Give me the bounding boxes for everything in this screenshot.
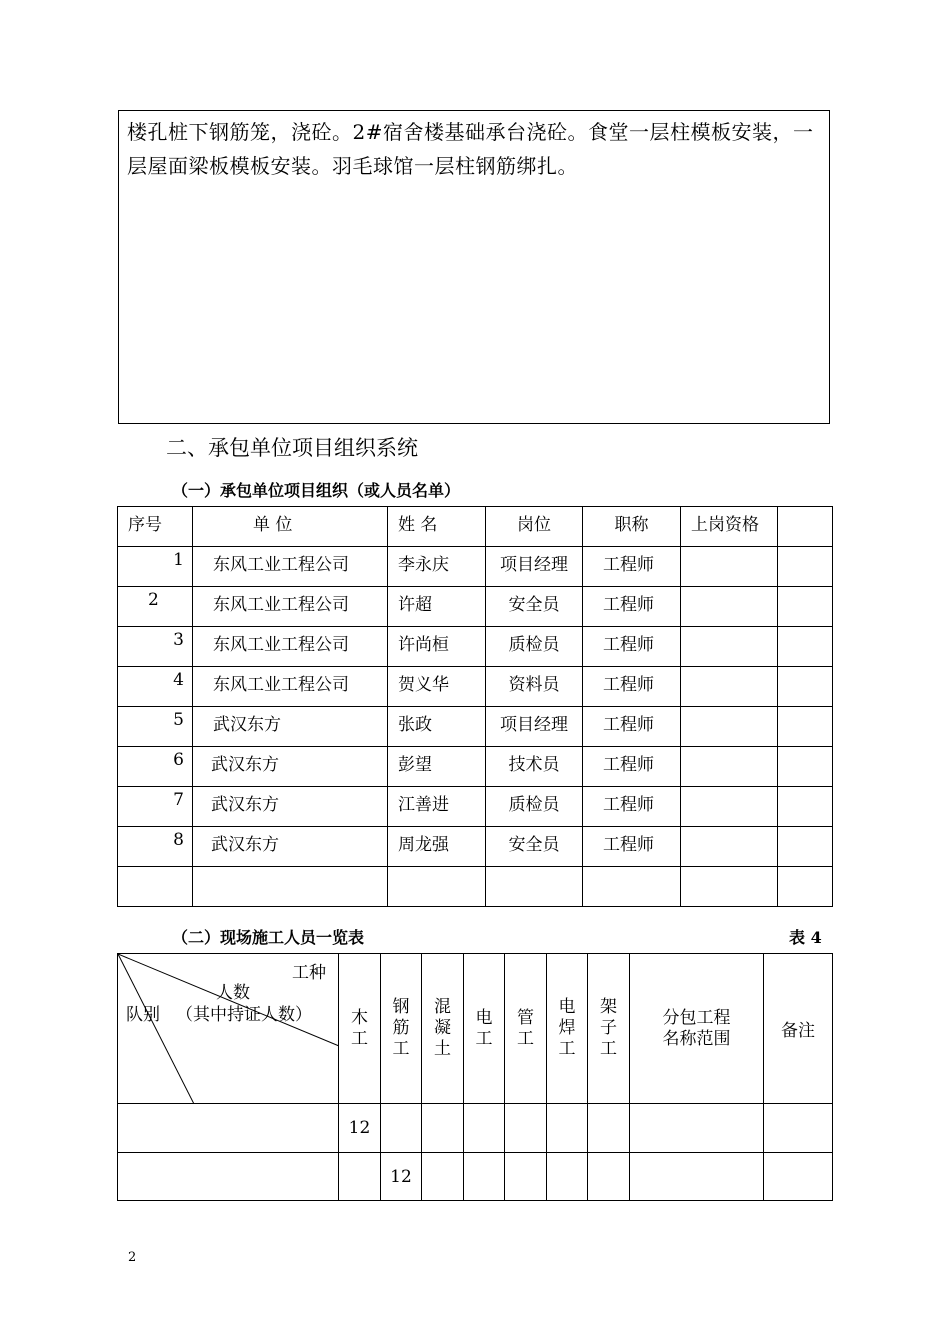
table1-cell: 工程师: [583, 547, 681, 587]
table1-cell: 东风工业工程公司: [193, 547, 388, 587]
table1-row: [118, 747, 833, 787]
diag-left-label: 队别: [126, 1005, 160, 1025]
table1-cell: [681, 667, 778, 707]
table1-cell: [681, 787, 778, 827]
table1-cell: [778, 747, 833, 787]
table1-cell: [681, 547, 778, 587]
table1-cell: [486, 867, 583, 907]
page-number: 2: [128, 1250, 137, 1265]
table1-cell: 武汉东方: [193, 827, 388, 867]
table1-cell: [681, 707, 778, 747]
table1-row: [118, 587, 833, 627]
col-header: 管工: [505, 954, 547, 1104]
worker-count-cell: [505, 1153, 547, 1201]
table1-cell: 5: [118, 707, 193, 747]
table2-row: [118, 1104, 833, 1153]
table1-cell: 安全员: [486, 587, 583, 627]
table1-row: [118, 787, 833, 827]
table1-cell: 工程师: [583, 707, 681, 747]
table1-cell: 1: [118, 547, 193, 587]
diag-top-label: 工种: [292, 963, 326, 983]
personnel-table: [117, 506, 833, 907]
table1-cell: 技术员: [486, 747, 583, 787]
table1-cell: 工程师: [583, 787, 681, 827]
table1-row: [118, 867, 833, 907]
section-title: 二、承包单位项目组织系统: [166, 436, 418, 460]
worker-count-cell: [588, 1153, 630, 1201]
worker-count-cell: [464, 1153, 505, 1201]
table1-cell: 东风工业工程公司: [193, 667, 388, 707]
table1-cell: 资料员: [486, 667, 583, 707]
table1-cell: 李永庆: [388, 547, 486, 587]
col-header-subcontract: 分包工程名称范围: [630, 954, 764, 1104]
team-cell: [118, 1104, 339, 1153]
worker-count-cell: [505, 1104, 547, 1153]
worker-count-cell: 12: [381, 1153, 422, 1201]
table1-cell: 质检员: [486, 787, 583, 827]
table1-cell: [681, 587, 778, 627]
table1-cell: [118, 867, 193, 907]
remark-cell: [764, 1153, 833, 1201]
diag-sub-label: （其中持证人数）: [176, 1005, 312, 1025]
table1-cell: 贺义华: [388, 667, 486, 707]
table1-cell: 张政: [388, 707, 486, 747]
table1-caption: （一）承包单位项目组织（或人员名单）: [172, 481, 461, 500]
worker-count-cell: [422, 1153, 464, 1201]
table1-cell: 周龙强: [388, 827, 486, 867]
table1-cell: [778, 587, 833, 627]
table1-cell: 工程师: [583, 747, 681, 787]
table1-cell: 项目经理: [486, 547, 583, 587]
table1-cell: [681, 747, 778, 787]
table1-header-cell: [778, 507, 833, 547]
col-header: 木工: [339, 954, 381, 1104]
table1-row: [118, 827, 833, 867]
table1-cell: 7: [118, 787, 193, 827]
table1-cell: 项目经理: [486, 707, 583, 747]
table1-cell: [778, 667, 833, 707]
col-header: 电工: [464, 954, 505, 1104]
table1-cell: [681, 867, 778, 907]
col-header: 架子工: [588, 954, 630, 1104]
work-description-text: 楼孔桩下钢筋笼，浇砼。2#宿舍楼基础承台浇砼。食堂一层柱模板安装，一层屋面梁板模板安装。羽毛球馆一层柱钢筋绑扎。: [127, 120, 814, 178]
diagonal-header-cell: [118, 954, 339, 1104]
worker-count-cell: [422, 1104, 464, 1153]
table1-cell: 6: [118, 747, 193, 787]
table1-cell: 3: [118, 627, 193, 667]
table1-header-cell: 职称: [583, 507, 681, 547]
table1-cell: 质检员: [486, 627, 583, 667]
col-header: 电焊工: [547, 954, 588, 1104]
remark-cell: [764, 1104, 833, 1153]
table1-cell: 武汉东方: [193, 707, 388, 747]
table1-cell: 武汉东方: [193, 747, 388, 787]
worker-count-cell: [547, 1153, 588, 1201]
table1-cell: 2: [118, 587, 193, 627]
table1-header-cell: 序号: [118, 507, 193, 547]
table1-cell: 东风工业工程公司: [193, 587, 388, 627]
table1-cell: 东风工业工程公司: [193, 627, 388, 667]
table-number: 表 4: [789, 928, 822, 947]
table1-cell: 工程师: [583, 827, 681, 867]
table1-cell: [778, 827, 833, 867]
table1-row: [118, 547, 833, 587]
table1-cell: [583, 867, 681, 907]
table1-cell: [388, 867, 486, 907]
table2-row: [118, 1153, 833, 1201]
col-header: 钢筋工: [381, 954, 422, 1104]
table1-cell: 彭望: [388, 747, 486, 787]
work-description-box: [118, 110, 830, 424]
diag-mid-label: 人数: [216, 983, 250, 1003]
scope-cell: [630, 1153, 764, 1201]
table1-header-cell: 岗位: [486, 507, 583, 547]
table1-cell: 8: [118, 827, 193, 867]
table1-cell: [681, 627, 778, 667]
table1-cell: 许尚桓: [388, 627, 486, 667]
table1-cell: 工程师: [583, 587, 681, 627]
table1-header-cell: 单 位: [193, 507, 388, 547]
table1-cell: 工程师: [583, 627, 681, 667]
table1-cell: [778, 787, 833, 827]
worker-count-cell: [339, 1153, 381, 1201]
table1-cell: 4: [118, 667, 193, 707]
table1-header-cell: 姓 名: [388, 507, 486, 547]
table1-row: [118, 667, 833, 707]
table1-cell: [778, 627, 833, 667]
table1-cell: [778, 547, 833, 587]
site-workers-table: [117, 953, 833, 1201]
table2-caption: （二）现场施工人员一览表: [172, 928, 365, 947]
scope-cell: [630, 1104, 764, 1153]
table1-header-row: [118, 507, 833, 547]
table1-cell: 安全员: [486, 827, 583, 867]
worker-count-cell: [381, 1104, 422, 1153]
table1-row: [118, 627, 833, 667]
table1-cell: [681, 827, 778, 867]
col-header: 混凝土: [422, 954, 464, 1104]
table1-cell: 江善进: [388, 787, 486, 827]
table1-cell: 工程师: [583, 667, 681, 707]
worker-count-cell: 12: [339, 1104, 381, 1153]
table1-cell: 武汉东方: [193, 787, 388, 827]
team-cell: [118, 1153, 339, 1201]
table1-cell: [193, 867, 388, 907]
col-header-remark: 备注: [764, 954, 833, 1104]
table2-header-row: [118, 954, 833, 1104]
table1-cell: [778, 707, 833, 747]
table1-row: [118, 707, 833, 747]
worker-count-cell: [588, 1104, 630, 1153]
worker-count-cell: [547, 1104, 588, 1153]
table1-header-cell: 上岗资格: [681, 507, 778, 547]
worker-count-cell: [464, 1104, 505, 1153]
table1-cell: [778, 867, 833, 907]
table1-cell: 许超: [388, 587, 486, 627]
